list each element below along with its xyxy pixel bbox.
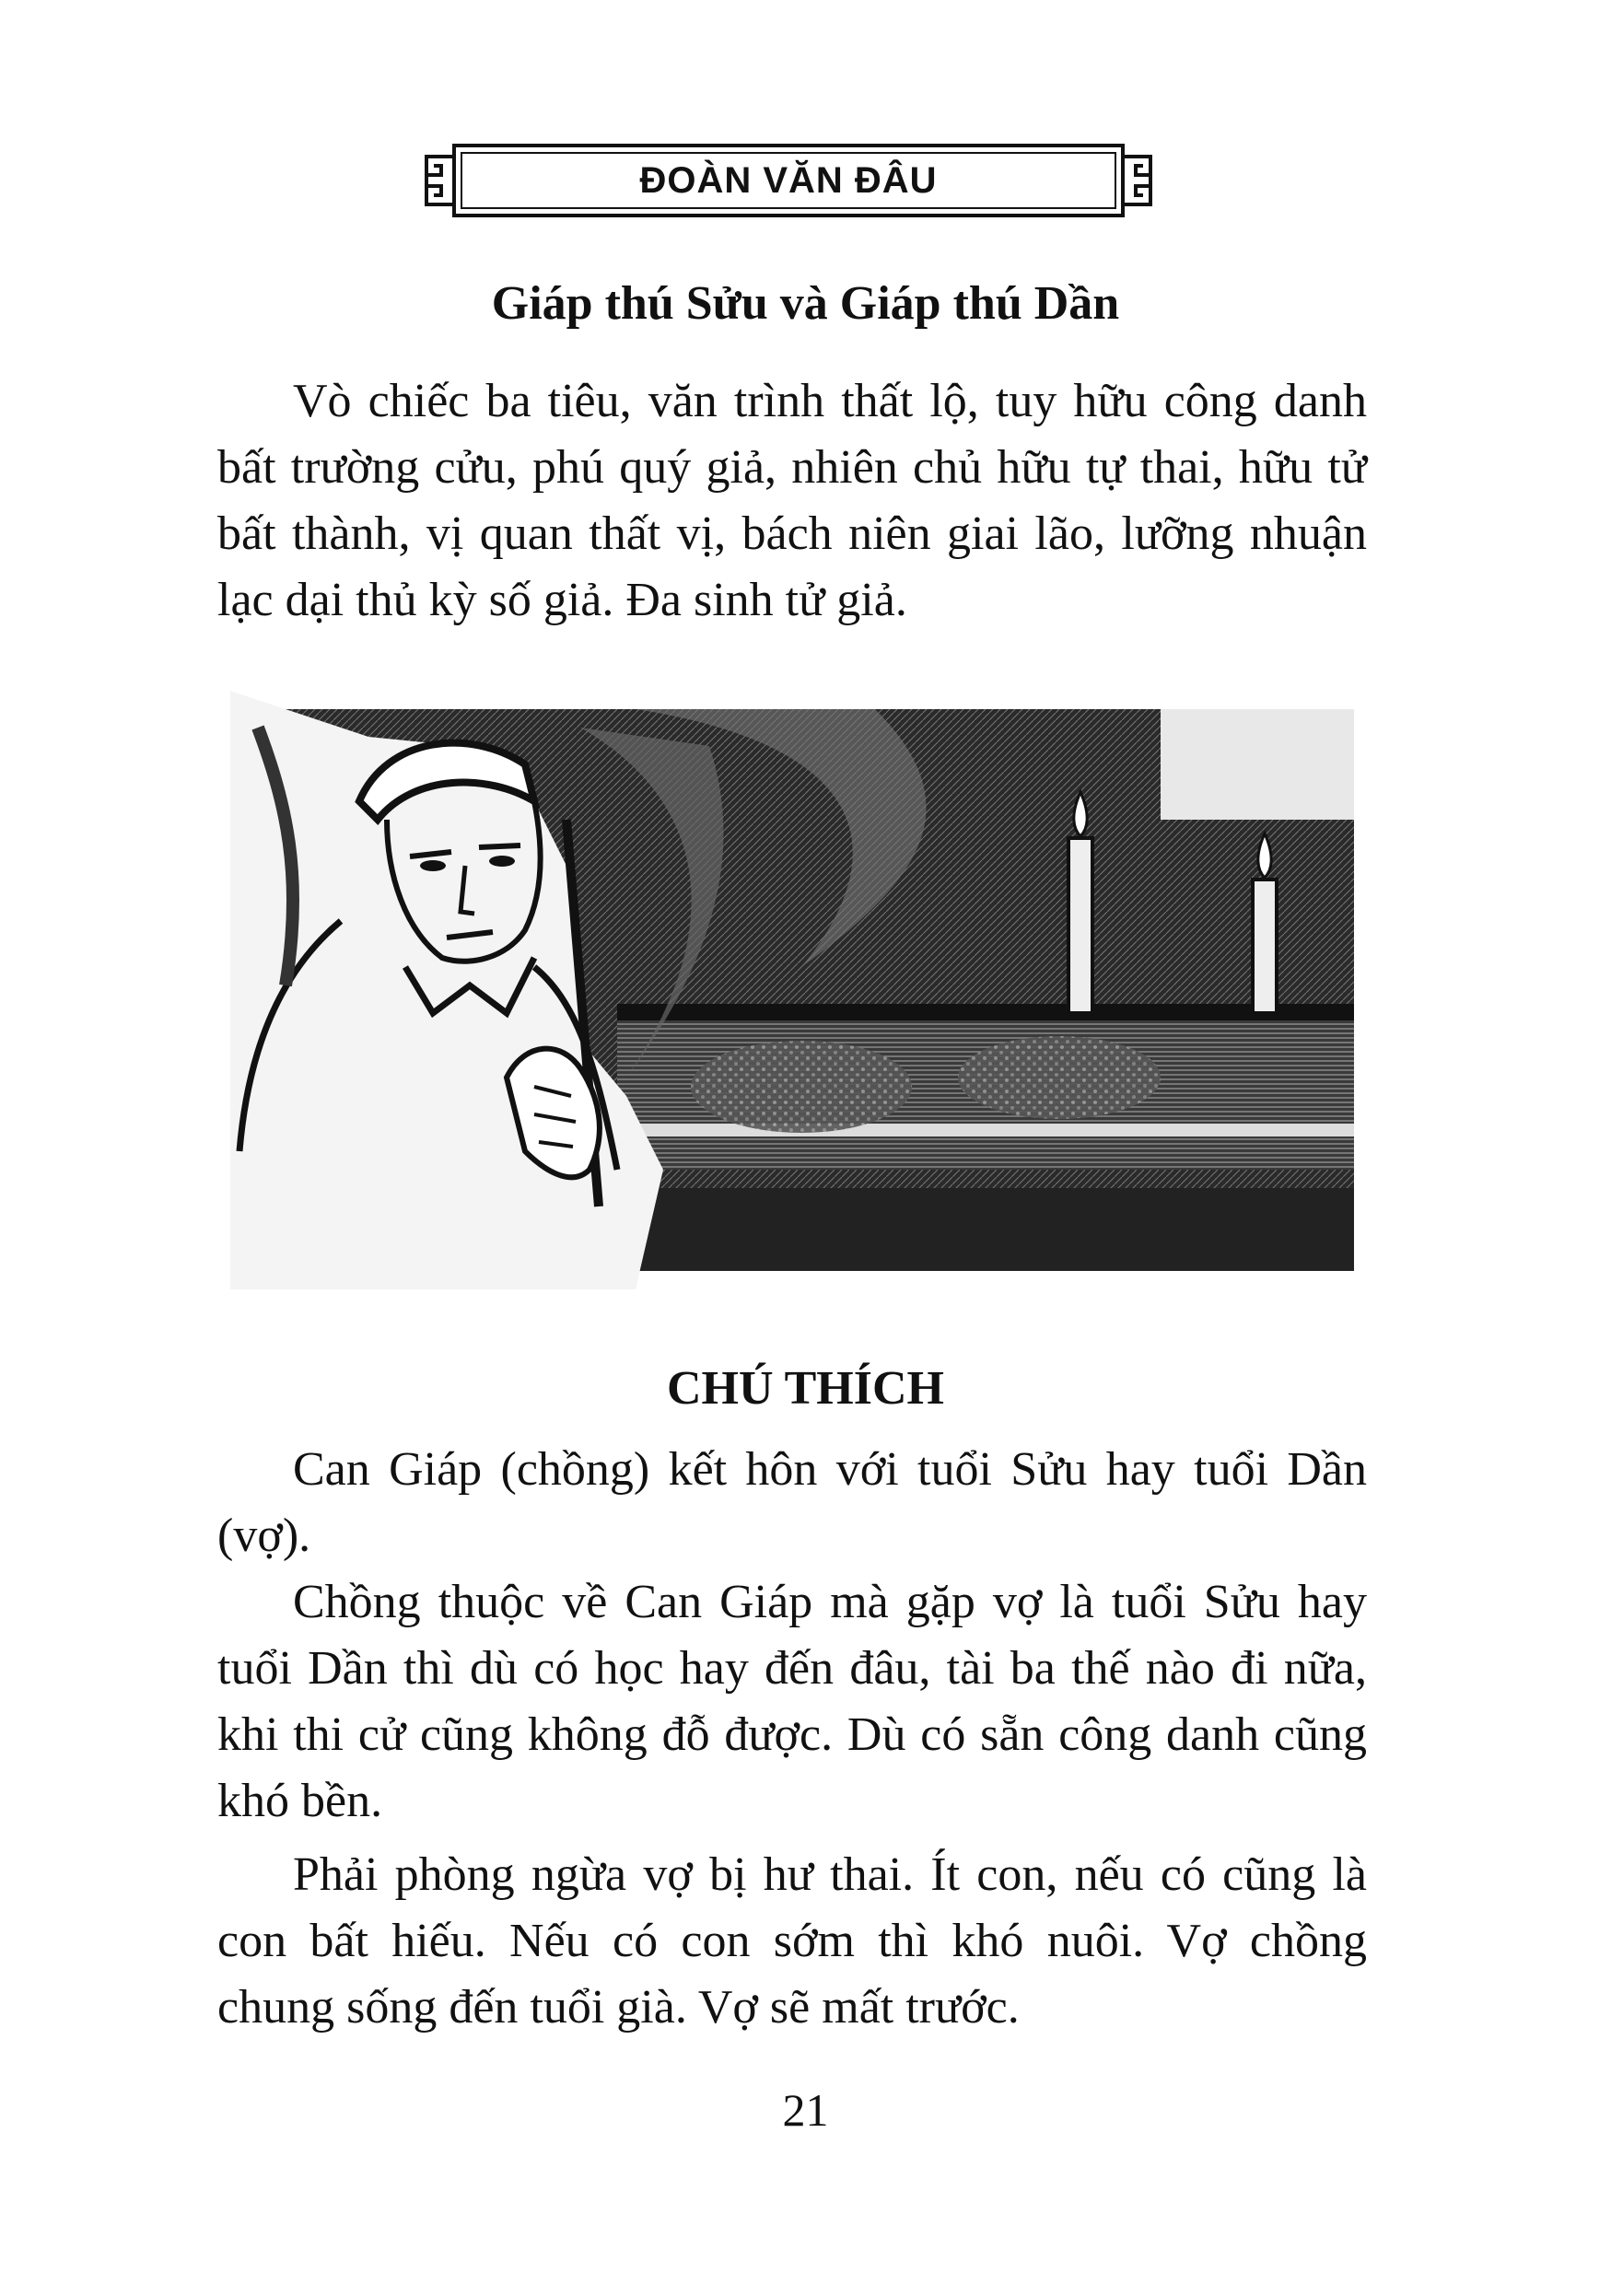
notes-paragraph: Can Giáp (chồng) kết hôn với tuổi Sửu hay tuổi Dần (vợ).	[217, 1443, 1367, 1562]
woodcut-illustration-icon	[230, 691, 1363, 1289]
notes-title: CHÚ THÍCH	[667, 1362, 944, 1415]
notes-paragraph: Phải phòng ngừa vợ bị hư thai. Ít con, nếu có cũng là con bất hiếu. Nếu có con sớm thì khó nuôi. Vợ chồng chung sống đến tuổi già. Vợ sẽ mất trước.	[217, 1848, 1367, 2034]
section-title: Giáp thú Sửu và Giáp thú Dần	[491, 277, 1120, 330]
woodcut-illustration	[230, 691, 1363, 1289]
running-title: ĐOÀN VĂN ĐÂU	[639, 160, 938, 201]
running-header	[417, 138, 1160, 223]
notes-paragraph: Chồng thuộc về Can Giáp mà gặp vợ là tuổi Sửu hay tuổi Dần thì dù có học hay đến đâu, tài ba thế nào đi nữa, khi thi cử cũng không đỗ được. Dù có sẵn công danh cũng khó bền.	[217, 1576, 1367, 1827]
verse-paragraph: Vò chiếc ba tiêu, văn trình thất lộ, tuy hữu công danh bất trường cửu, phú quý giả, nhiên chủ hữu tự thai, hữu tử bất thành, vị quan thất vị, bách niên giai lão, lưỡng nhuận lạc dại thủ kỳ số giả. Đa sinh tử giả.	[217, 375, 1367, 626]
page-number: 21	[782, 2084, 829, 2136]
